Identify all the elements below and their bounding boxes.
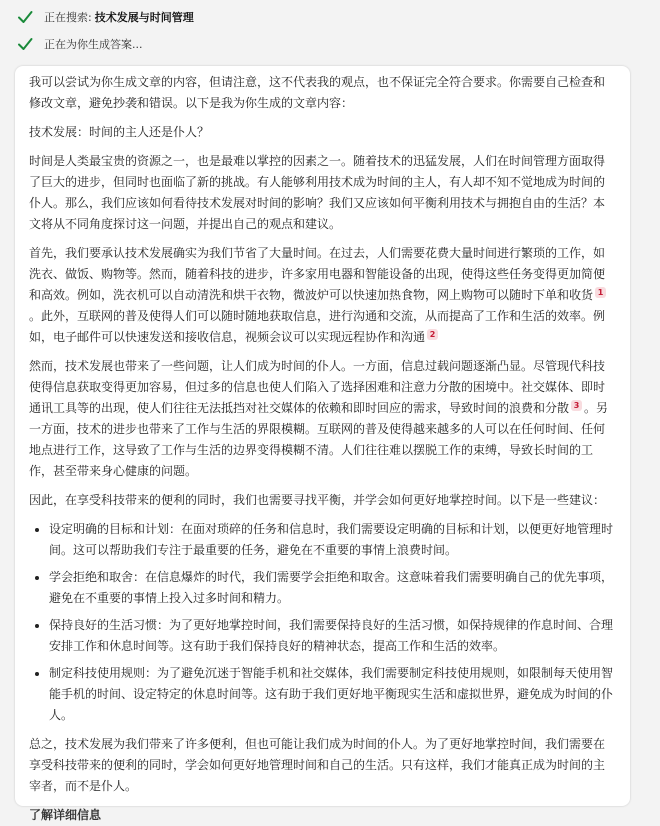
checkmark-icon (16, 35, 34, 53)
conclusion-paragraph: 总之，技术发展为我们带来了许多便利，但也可能让我们成为时间的仆人。为了更好地掌控时间，我们需要在享受科技带来的便利的同时，学会如何更好地管理时间和自己的生活。只有这样，我们才能真正成为时间的主宰者，而不是仆人。 (29, 737, 606, 793)
paragraph-4: 因此，在享受科技带来的便利的同时，我们也需要寻找平衡，并学会如何更好地掌控时间。以下是一些建议： (29, 493, 606, 507)
paragraph-2-part-b: 。此外，互联网的普及使得人们可以随时随地获取信息，进行沟通和交流，从而提高了工作和生活的效率。例如，电子邮件可以快速发送和接收信息，视频会议可以实现远程协作和沟通 (29, 309, 606, 344)
article-title: 技术发展：时间的主人还是仆人？ (29, 125, 210, 139)
search-query: 技术发展与时间管理 (94, 11, 194, 24)
list-item: • 学会拒绝和取舍：在信息爆炸的时代，我们需要学会拒绝和取舍。这意味着我们需要明确自己的优先事项，避免在不重要的事情上投入过多时间和精力。 (49, 567, 616, 609)
suggestion-list (29, 519, 616, 726)
paragraph-3-part-a: 然而，技术发展也带来了一些问题，让人们成为时间的仆人。一方面，信息过载问题逐渐凸显。尽管现代科技使得信息获取变得更加容易，但过多的信息也使人们陷入了选择困难和注意力分散的困境中。社交媒体、即时通讯工具等的出现，使人们往往无法抵挡对社交媒体的依赖和即时回应的需求，导致时间的浪费和分散 (29, 359, 606, 415)
learn-more-label: 了解详细信息 (29, 808, 102, 822)
answer-card (15, 66, 630, 822)
generating-label: 正在为你生成答案... (44, 38, 143, 51)
list-item: • 设定明确的目标和计划：在面对琐碎的任务和信息时，我们需要设定明确的目标和计划，以便更好地管理时间。这可以帮助我们专注于最重要的任务，避免在不重要的事情上浪费时间。 (49, 519, 616, 561)
paragraph-2 (29, 243, 616, 348)
search-status-row (16, 6, 660, 28)
paragraph-2-part-a: 首先，我们要承认技术发展确实为我们节省了大量时间。在过去，人们需要花费大量时间进行繁琐的工作，如洗衣、做饭、购物等。然而，随着科技的进步，许多家用电器和智能设备的出现，使得这些任务变得更加简便和高效。例如，洗衣机可以自动清洗和烘干衣物，微波炉可以快速加热食物，网上购物可以随时下单和收货 (29, 246, 606, 302)
citation-badge-2[interactable]: 2 (427, 329, 438, 340)
generating-status-row (16, 33, 660, 55)
search-status-area (0, 0, 660, 55)
list-item: • 保持良好的生活习惯：为了更好地掌控时间，我们需要保持良好的生活习惯，如保持规律的作息时间、合理安排工作和休息时间等。这有助于我们保持良好的精神状态，提高工作和生活的效率。 (49, 615, 616, 657)
intro-paragraph: 我可以尝试为你生成文章的内容，但请注意，这不代表我的观点，也不保证完全符合要求。你需要自己检查和修改文章，避免抄袭和错误。以下是我为你生成的文章内容： (29, 75, 606, 110)
paragraph-3 (29, 356, 616, 482)
paragraph-1: 时间是人类最宝贵的资源之一，也是最难以掌控的因素之一。随着技术的迅猛发展，人们在时间管理方面取得了巨大的进步，但同时也面临了新的挑战。有人能够利用技术成为时间的主人，有人却不知不觉地成为时间的仆人。那么，我们应该如何看待技术发展对时间的影响？我们又应该如何平衡利用技术与拥抱自由的生活？本文将从不同角度探讨这一问题，并提出自己的观点和建议。 (29, 154, 606, 231)
paragraph-3-part-b: 。另一方面，技术的进步也带来了工作与生活的界限模糊。互联网的普及使得越来越多的人可以在任何时间、任何地点进行工作，这导致了工作与生活的边界变得模糊不清。人们往往难以摆脱工作的束缚，导致长时间的工作，甚至带来身心健康的问题。 (29, 401, 609, 478)
list-item: • 制定科技使用规则：为了避免沉迷于智能手机和社交媒体，我们需要制定科技使用规则，如限制每天使用智能手机的时间、设定特定的休息时间等。这有助于我们更好地平衡现实生活和虚拟世界，避免成为时间的仆人。 (49, 663, 616, 726)
citation-badge-1[interactable]: 1 (595, 287, 606, 298)
checkmark-icon (16, 8, 34, 26)
citation-badge-3[interactable]: 3 (571, 400, 582, 411)
searching-label: 正在搜索: (44, 11, 92, 24)
